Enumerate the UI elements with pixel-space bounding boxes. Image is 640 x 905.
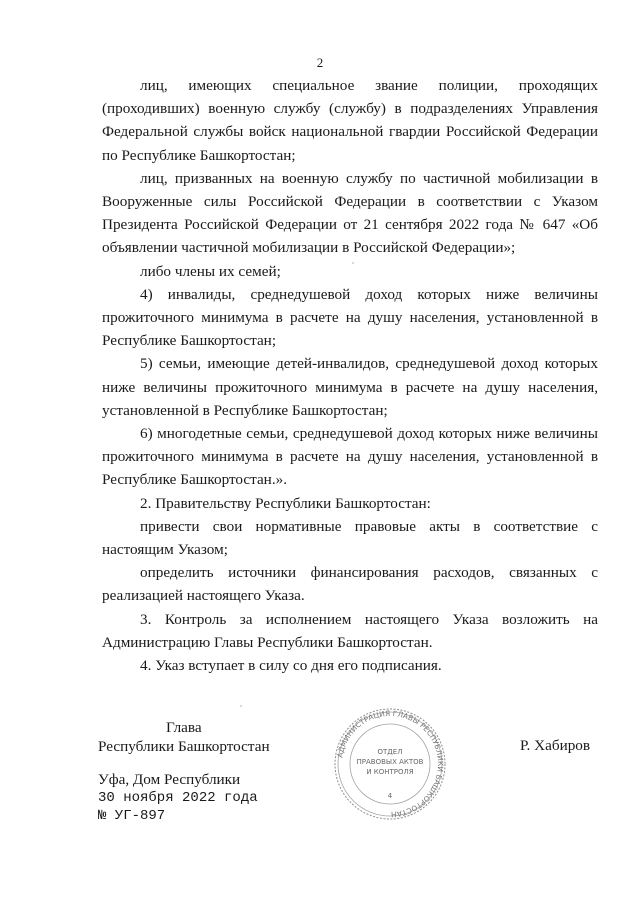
paragraph-item-5-families-disabled-children: 5) семьи, имеющие детей-инвалидов, среднедушевой доход которых ниже величины прожиточного минимума в расчете на душу населения, установленной в Республике Башкортостан;	[102, 355, 598, 419]
paragraph-mobilized-persons: лиц, призванных на военную службу по частичной мобилизации в Вооруженные силы Российской Федерации в соответствии с Указом Президента Российской Федерации от 21 сентября 2022 года № 647 «Об объявлении частичной мобилизации в Российской Федерации»;	[102, 169, 598, 257]
signature-title-line1: Глава	[165, 719, 202, 736]
paragraph-family-members: либо члены их семей;	[140, 262, 281, 280]
stamp-center-line2: ПРАВОВЫХ АКТОВ	[356, 758, 424, 766]
paragraph-clause-4-entry-into-force: 4. Указ вступает в силу со дня его подписания.	[140, 657, 442, 675]
stamp-number: 4	[387, 792, 393, 800]
stamp-center-line3: И КОНТРОЛЯ	[366, 768, 414, 776]
page-number: 2	[316, 55, 324, 70]
paragraph-item-4-disabled: 4) инвалиды, среднедушевой доход которых ниже величины прожиточного минимума в расчете на душу населения, установленной в Республике Башкортостан;	[102, 285, 598, 350]
decree-date: 30 ноября 2022 года	[98, 790, 258, 806]
stamp-center-line1: ОТДЕЛ	[377, 748, 403, 756]
scan-speck	[352, 262, 354, 264]
paragraph-normative-acts: привести свои нормативные правовые акты в соответствие с настоящим Указом;	[102, 517, 598, 559]
scan-speck	[240, 705, 242, 707]
stamp-outer-text: АДМИНИСТРАЦИЯ ГЛАВЫ РЕСПУБЛИКИ БАШКОРТОСТАН	[335, 708, 446, 820]
signature-title-line2: Республики Башкортостан	[98, 738, 270, 755]
document-body	[102, 74, 598, 677]
signature-title	[98, 718, 270, 756]
paragraph-clause-3-control: 3. Контроль за исполнением настоящего Указа возложить на Администрацию Главы Республики Башкортостан.	[102, 610, 598, 651]
signer-name: Р. Хабиров	[520, 737, 591, 754]
paragraph-clause-2-government: 2. Правительству Республики Башкортостан:	[140, 494, 431, 512]
paragraph-financing-sources: определить источники финансирования расходов, связанных с реализацией настоящего Указа.	[102, 564, 598, 605]
paragraph-police-officers: лиц, имеющих специальное звание полиции, проходящих (проходивших) военную службу (службу) в подразделениях Управления Федеральной службы войск национальной гвардии Российской Федерации по Республике Башкортостан;	[102, 77, 598, 164]
stamp-seal	[326, 708, 454, 820]
paragraph-item-6-large-families: 6) многодетные семьи, среднедушевой доход которых ниже величины прожиточного минимума в расчете на душу населения, установленной в Республике Башкортостан.».	[102, 425, 598, 489]
place-date-block	[98, 771, 258, 825]
place-location: Уфа, Дом Республики	[98, 771, 241, 788]
decree-number: № УГ-897	[98, 808, 166, 824]
